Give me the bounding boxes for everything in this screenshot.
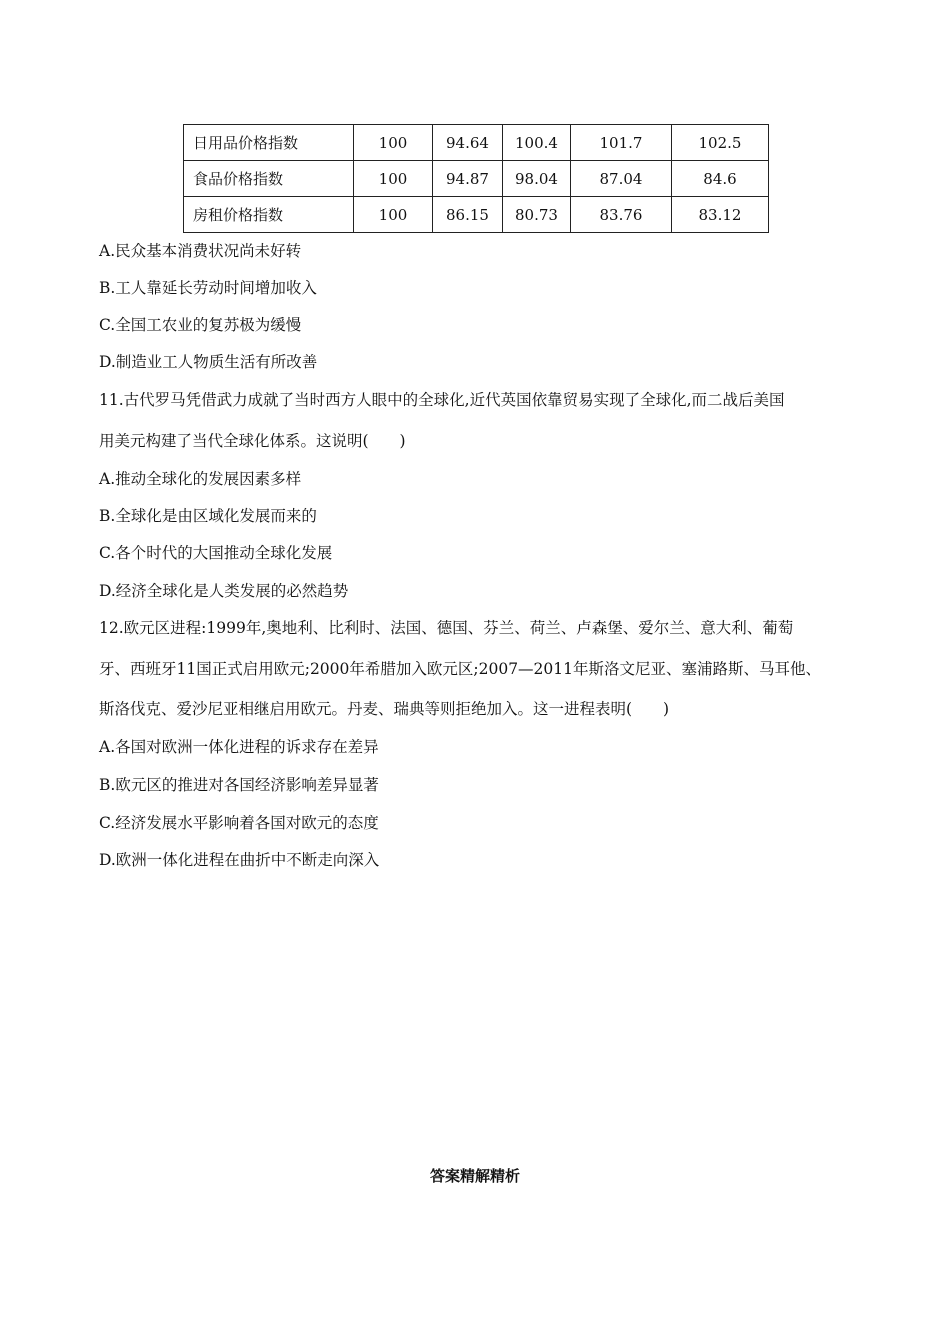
q11-option-d: D.经济全球化是人类发展的必然趋势 [99,582,349,600]
table-cell: 100 [354,125,433,161]
table-cell: 84.6 [672,161,769,197]
q10-option-c: C.全国工农业的复苏极为缓慢 [99,316,302,334]
table-row [184,197,769,233]
q10-option-d: D.制造业工人物质生活有所改善 [99,353,318,371]
row-label: 日用品价格指数 [184,125,354,161]
table-cell: 98.04 [503,161,571,197]
q12-stem-line1: 12.欧元区进程:1999年,奥地利、比利时、法国、德国、芬兰、荷兰、卢森堡、爱尔兰、意大利、葡萄 [99,619,794,637]
q12-option-d: D.欧洲一体化进程在曲折中不断走向深入 [99,851,380,869]
price-index-table [183,124,769,233]
q12-stem-line3: 斯洛伐克、爱沙尼亚相继启用欧元。丹麦、瑞典等则拒绝加入。这一进程表明( ) [99,700,670,718]
answer-section-title: 答案精解精析 [429,1167,520,1185]
q11-stem-line1: 11.古代罗马凭借武力成就了当时西方人眼中的全球化,近代英国依靠贸易实现了全球化,而二战后美国 [99,391,785,409]
table-cell: 94.64 [433,125,503,161]
table-cell: 101.7 [571,125,672,161]
q10-option-b: B.工人靠延长劳动时间增加收入 [99,279,317,297]
table-cell: 83.76 [571,197,672,233]
row-label: 食品价格指数 [184,161,354,197]
table-cell: 100 [354,197,433,233]
q11-option-a: A.推动全球化的发展因素多样 [99,470,302,488]
table-cell: 100 [354,161,433,197]
table-cell: 100.4 [503,125,571,161]
table-row [184,125,769,161]
q11-option-b: B.全球化是由区域化发展而来的 [99,507,317,525]
table-cell: 86.15 [433,197,503,233]
q10-option-a: A.民众基本消费状况尚未好转 [99,242,302,260]
table-row [184,161,769,197]
q11-option-c: C.各个时代的大国推动全球化发展 [99,544,333,562]
table-cell: 80.73 [503,197,571,233]
table-cell: 102.5 [672,125,769,161]
q12-option-a: A.各国对欧洲一体化进程的诉求存在差异 [99,738,379,756]
q12-stem-line2: 牙、西班牙11国正式启用欧元;2000年希腊加入欧元区;2007—2011年斯洛文尼亚、塞浦路斯、马耳他、 [99,660,822,678]
q11-stem-line2: 用美元构建了当代全球化体系。这说明( ) [99,432,406,450]
table-cell: 87.04 [571,161,672,197]
q12-option-c: C.经济发展水平影响着各国对欧元的态度 [99,814,379,832]
row-label: 房租价格指数 [184,197,354,233]
table-cell: 94.87 [433,161,503,197]
table-cell: 83.12 [672,197,769,233]
q12-option-b: B.欧元区的推进对各国经济影响差异显著 [99,776,379,794]
